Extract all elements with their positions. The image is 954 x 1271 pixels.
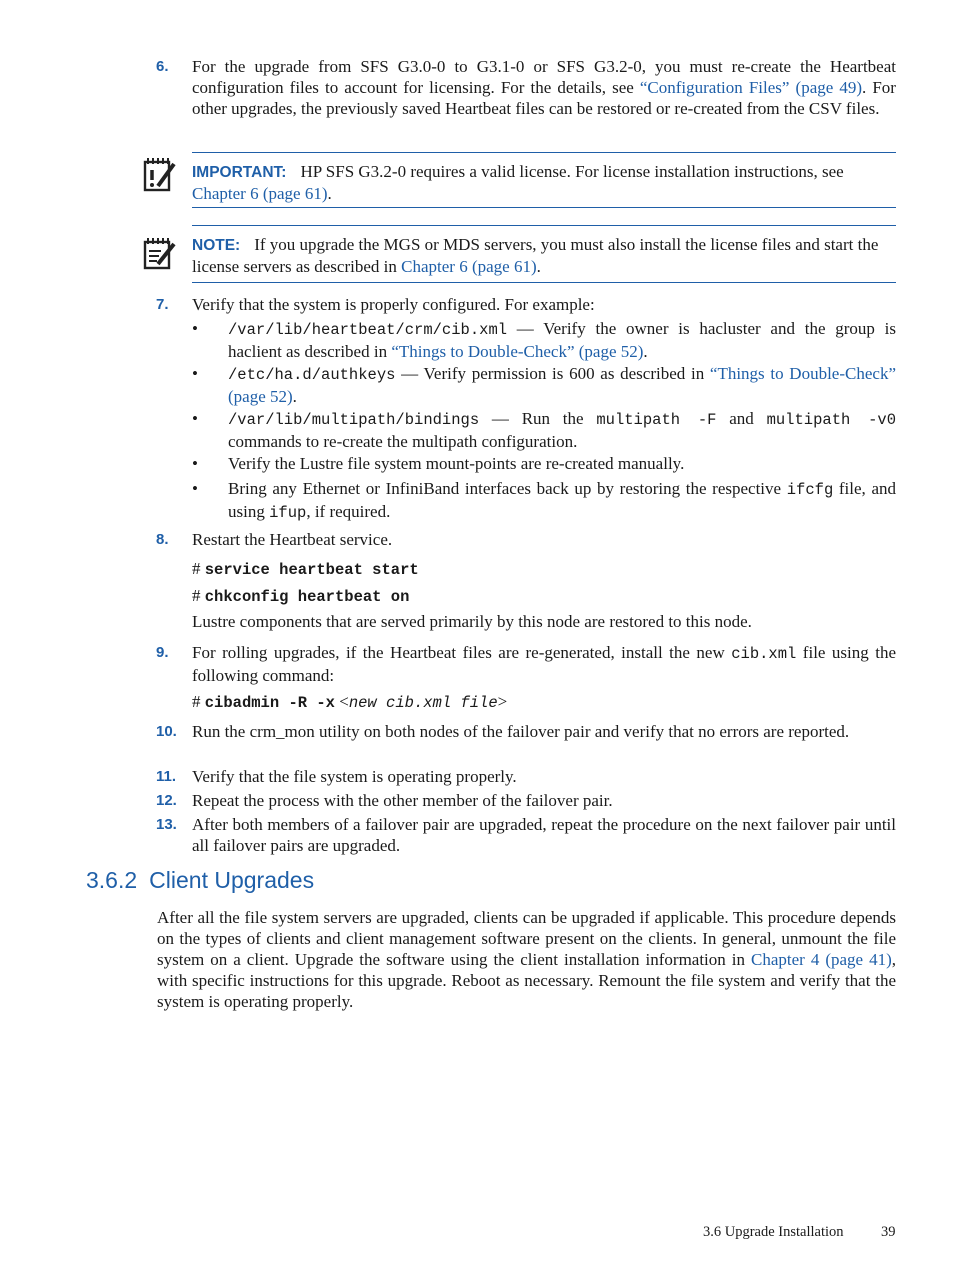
file-path: /etc/ha.d/authkeys	[228, 366, 396, 384]
page-number: 39	[881, 1224, 896, 1240]
things-to-double-check-link[interactable]: “Things to Double-Check” (page 52)	[228, 364, 896, 406]
bullet-text: — Run the	[479, 409, 597, 428]
bullet-text: and	[716, 409, 767, 428]
bullet: •	[192, 409, 198, 428]
step-11-text: Verify that the file system is operating properly.	[192, 767, 517, 786]
bullet-text: , if required.	[306, 502, 391, 521]
configuration-files-link[interactable]: “Configuration Files” (page 49)	[639, 78, 863, 97]
section-title: Client Upgrades	[149, 867, 315, 893]
note-text-end: .	[536, 257, 541, 276]
shell-prompt: #	[192, 692, 201, 711]
bullet-text: file, and using	[228, 479, 896, 521]
bullet: •	[192, 454, 198, 473]
file-name: cib.xml	[731, 645, 797, 663]
step-number: 7.	[156, 296, 169, 313]
important-label: IMPORTANT:	[192, 164, 287, 181]
chapter-4-link[interactable]: Chapter 4 (page 41)	[751, 950, 892, 969]
bullet-text: Bring any Ethernet or InfiniBand interfaces back up by restoring the respective	[228, 479, 787, 498]
file-name: ifcfg	[786, 481, 834, 499]
command-inline: multipath -F	[596, 411, 717, 429]
bullet-item	[228, 408, 896, 452]
important-notepad-icon	[142, 156, 176, 197]
step-number: 6.	[156, 58, 169, 75]
step-13-text: After both members of a failover pair are upgraded, repeat the procedure on the next failover pair until all failover pairs are upgraded.	[192, 815, 896, 855]
file-path: /var/lib/multipath/bindings	[228, 411, 480, 429]
step-number: 12.	[156, 792, 177, 809]
chapter-6-link[interactable]: Chapter 6 (page 61)	[401, 257, 537, 276]
bullet-text: .	[643, 342, 648, 361]
step-number: 10.	[156, 723, 177, 740]
paragraph-text: After all the file system servers are upgraded, clients can be upgraded if applicable. This procedure depends on the types of clients and client management software present on the clients. In general, unmount the file system on a client. Upgrade the software using the client installation information in	[157, 908, 896, 969]
command-text: cibadmin -R -x	[204, 694, 335, 712]
command-line	[192, 691, 507, 714]
section-heading	[86, 867, 315, 893]
bullet: •	[192, 479, 198, 498]
command-inline: multipath -v0	[766, 411, 897, 429]
step-6-text-part: For the upgrade from SFS G3.0-0 to G3.1-0 or SFS G3.2-0, you must re-create the Heartbeat configuration files to account for licensing. For the details, see	[192, 57, 896, 97]
bullet-item	[228, 478, 896, 524]
step-9-text-part: file using the following command:	[192, 643, 896, 685]
bullet-item	[228, 363, 896, 407]
bullet-text: commands to re-create the multipath configuration.	[228, 432, 578, 451]
shell-prompt: #	[192, 559, 201, 578]
bullet-item: Verify the Lustre file system mount-points are re-created manually.	[228, 454, 685, 473]
step-8-text: Restart the Heartbeat service.	[192, 530, 393, 549]
bullet: •	[192, 319, 198, 338]
command-line	[192, 558, 419, 581]
step-8-result: Lustre components that are served primarily by this node are restored to this node.	[192, 612, 752, 631]
note-notepad-icon	[142, 236, 176, 275]
bullet: •	[192, 364, 198, 383]
command-argument: new cib.xml file	[348, 694, 498, 712]
note-text: If you upgrade the MGS or MDS servers, you must also install the license files and start the license servers as described in	[192, 235, 879, 276]
important-text-end: .	[327, 184, 332, 203]
command-text: chkconfig heartbeat on	[204, 588, 410, 606]
step-12-text: Repeat the process with the other member of the failover pair.	[192, 791, 613, 810]
bullet-text: — Verify permission is 600 as described in	[395, 364, 710, 383]
important-text: HP SFS G3.2-0 requires a valid license. For license installation instructions, see	[300, 162, 844, 181]
footer-section: 3.6 Upgrade Installation	[703, 1224, 844, 1240]
chapter-6-link[interactable]: Chapter 6 (page 61)	[192, 184, 328, 203]
bullet-text: .	[292, 387, 297, 406]
file-path: /var/lib/heartbeat/crm/cib.xml	[228, 321, 508, 339]
command-text: service heartbeat start	[204, 561, 419, 579]
bullet-text: — Verify the owner is hacluster and the group is haclient as described in	[228, 319, 896, 361]
command-line	[192, 585, 409, 608]
angle-close: >	[497, 692, 508, 711]
bullet-item	[228, 318, 896, 362]
step-6-text-part: . For other upgrades, the previously saved Heartbeat files can be restored or re-created from the CSV files.	[192, 78, 896, 118]
step-number: 13.	[156, 816, 177, 833]
angle-open: <	[339, 692, 349, 711]
step-9-text	[192, 642, 896, 686]
step-number: 9.	[156, 644, 169, 661]
things-to-double-check-link[interactable]: “Things to Double-Check” (page 52)	[391, 342, 644, 361]
note-label: NOTE:	[192, 237, 241, 254]
step-7-text: Verify that the system is properly configured. For example:	[192, 295, 595, 314]
command-inline: ifup	[269, 504, 307, 522]
step-10-text: Run the crm_mon utility on both nodes of the failover pair and verify that no errors are reported.	[192, 722, 850, 741]
note-box	[192, 225, 896, 283]
paragraph-text: , with specific instructions for this upgrade. Reboot as necessary. Remount the file system and verify that the system is operating properly.	[157, 950, 896, 1011]
section-paragraph	[157, 907, 896, 1012]
section-number: 3.6.2	[86, 867, 138, 893]
shell-prompt: #	[192, 586, 201, 605]
step-6-text	[192, 56, 896, 119]
step-number: 8.	[156, 531, 169, 548]
step-number: 11.	[156, 768, 177, 785]
important-box	[192, 152, 896, 208]
step-9-text-part: For rolling upgrades, if the Heartbeat files are re-generated, install the new	[192, 643, 732, 662]
